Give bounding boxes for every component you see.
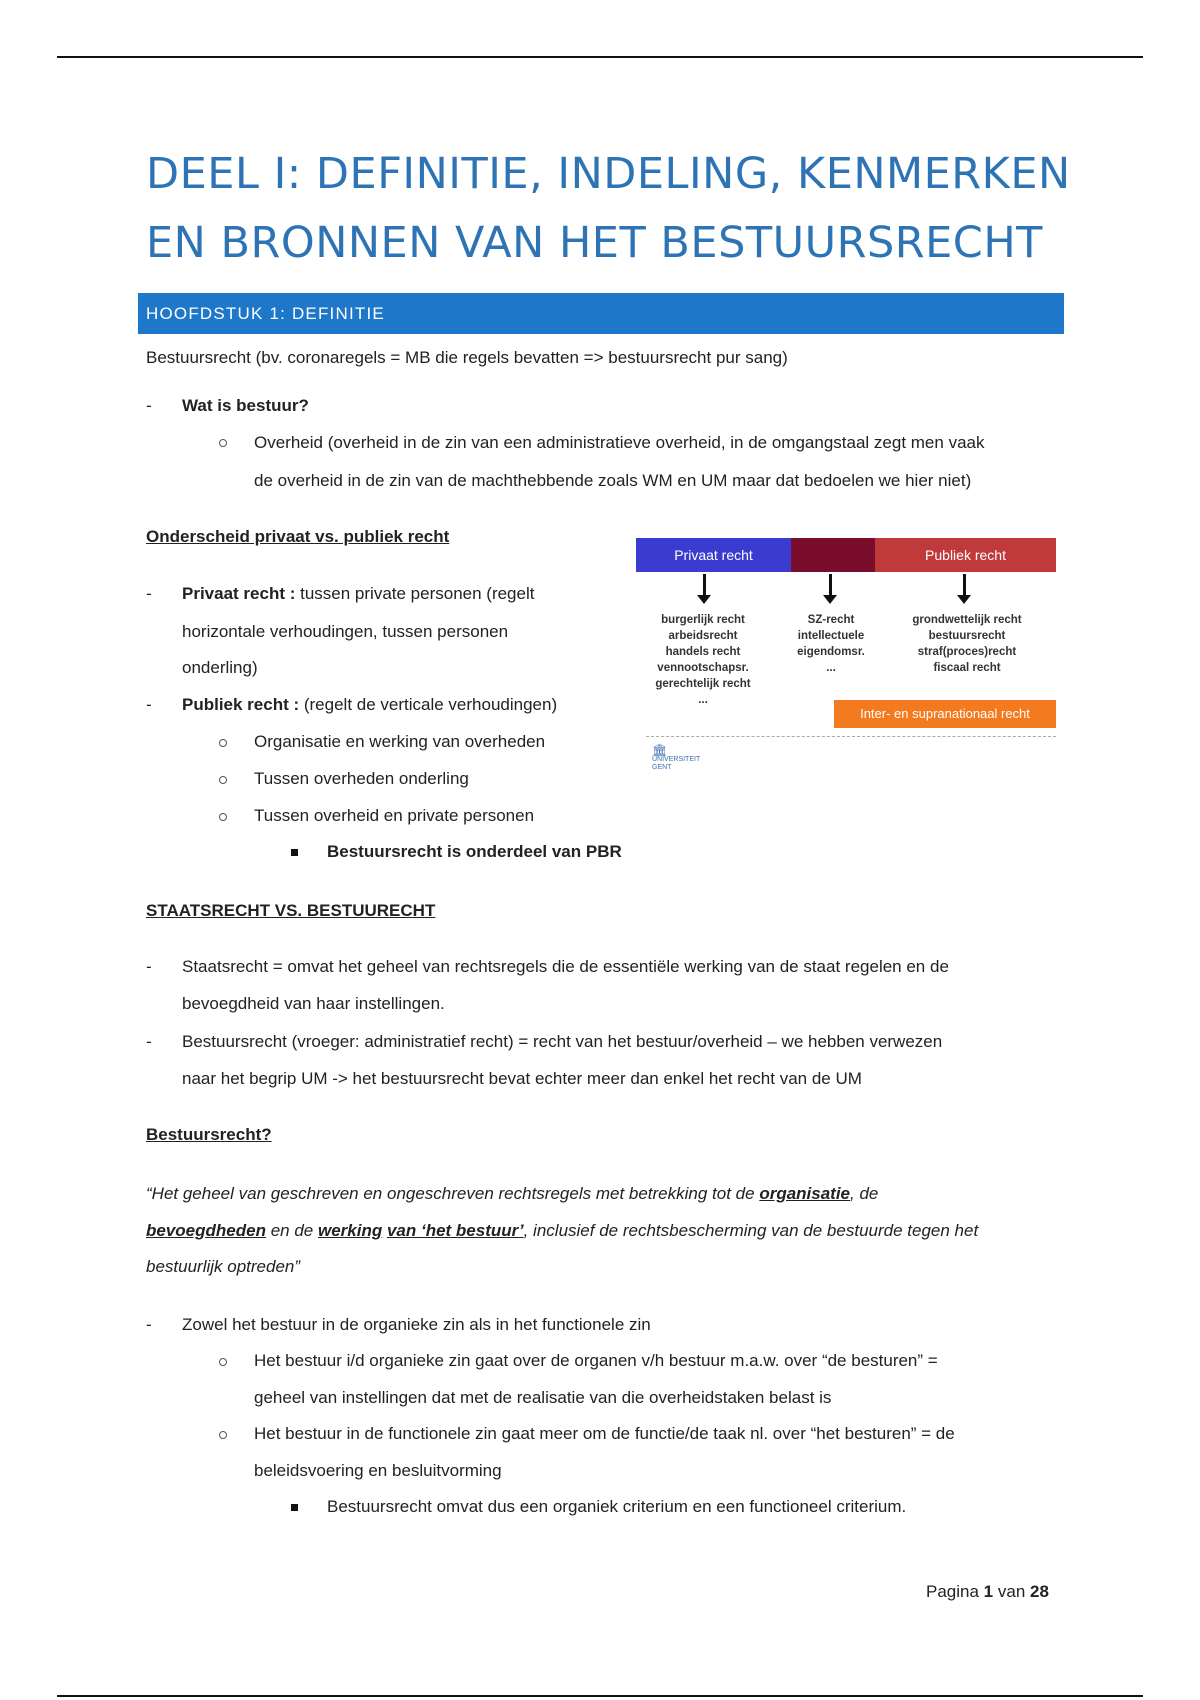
circle-bullet: [219, 439, 227, 447]
list-dash: -: [146, 584, 152, 603]
top-rule: [57, 56, 1143, 58]
section-heading-staatsrecht: STAATSRECHT VS. BESTUURECHT: [146, 901, 436, 920]
arrow-shaft: [829, 574, 832, 596]
bottom-rule: [57, 1695, 1143, 1697]
list-dash: -: [146, 695, 152, 714]
building-icon: 🏛: [652, 743, 668, 757]
circle-bullet: [219, 1358, 227, 1366]
circle-bullet: [219, 776, 227, 784]
arrow-down-icon: [823, 595, 837, 604]
publiek-sub-item: Tussen overheid en private personen: [254, 806, 535, 825]
arrow-down-icon: [697, 595, 711, 604]
list-dash: -: [146, 396, 152, 415]
page-number: Pagina 1 van 28: [926, 1582, 1049, 1601]
chapter-heading: HOOFDSTUK 1: DEFINITIE: [138, 293, 1064, 334]
arrow-down-icon: [957, 595, 971, 604]
functionele-zin-line: beleidsvoering en besluitvorming: [254, 1461, 502, 1480]
privaat-recht-line: onderling): [182, 658, 258, 677]
bestuursrecht-item: Bestuursrecht (vroeger: administratief recht) = recht van het bestuur/overheid – we hebben verwezen: [182, 1032, 943, 1051]
criterium-item: Bestuursrecht omvat dus een organiek criterium en een functioneel criterium.: [327, 1497, 907, 1516]
organieke-zin-item: Het bestuur i/d organieke zin gaat over de organen v/h bestuur m.a.w. over “de besturen” =: [254, 1351, 938, 1370]
university-logo: 🏛 UNIVERSITEIT GENT: [652, 743, 701, 771]
arrow-shaft: [703, 574, 706, 596]
circle-bullet: [219, 1431, 227, 1439]
mixed-recht-bar: [791, 538, 875, 572]
section-heading-bestuursrecht: Bestuursrecht?: [146, 1125, 272, 1144]
bestuur-zin-item: Zowel het bestuur in de organieke zin als in het functionele zin: [182, 1315, 651, 1334]
recht-diagram: [636, 538, 1056, 778]
circle-bullet: [219, 813, 227, 821]
intro-text: Bestuursrecht (bv. coronaregels = MB die regels bevatten => bestuursrecht pur sang): [146, 348, 788, 367]
publiek-recht-item: Publiek recht : (regelt de verticale verhoudingen): [182, 695, 558, 714]
diagram-divider: [646, 736, 1056, 737]
answer-line: de overheid in de zin van de machthebbende zoals WM en UM maar dat bedoelen we hier niet): [254, 471, 972, 490]
definition-quote-line: “Het geheel van geschreven en ongeschreven rechtsregels met betrekking tot de organisatie, de: [146, 1184, 879, 1203]
privaat-recht-bar: Privaat recht: [636, 538, 791, 572]
privaat-recht-list: burgerlijk recht arbeidsrecht handels recht vennootschapsr. gerechtelijk recht ...: [655, 614, 751, 706]
mixed-recht-list: SZ-recht intellectuele eigendomsr. ...: [797, 614, 865, 674]
bestuursrecht-item-line: naar het begrip UM -> het bestuursrecht bevat echter meer dan enkel het recht van de UM: [182, 1069, 862, 1088]
publiek-recht-list: grondwettelijk recht bestuursrecht straf(proces)recht fiscaal recht: [912, 614, 1022, 674]
definition-quote-line: bestuurlijk optreden”: [146, 1257, 301, 1276]
square-bullet: [291, 849, 298, 856]
question-wat-is-bestuur: Wat is bestuur?: [182, 396, 309, 415]
staatsrecht-item-line: bevoegdheid van haar instellingen.: [182, 994, 445, 1013]
circle-bullet: [219, 739, 227, 747]
list-dash: -: [146, 1032, 152, 1051]
publiek-subsub-item: Bestuursrecht is onderdeel van PBR: [327, 842, 622, 861]
publiek-sub-item: Organisatie en werking van overheden: [254, 732, 546, 751]
answer-line: Overheid (overheid in de zin van een administratieve overheid, in de omgangstaal zegt men vaak: [254, 433, 985, 452]
publiek-recht-bar: Publiek recht: [875, 538, 1056, 572]
organieke-zin-line: geheel van instellingen dat met de realisatie van die overheidstaken belast is: [254, 1388, 832, 1407]
page-title: DEEL I: DEFINITIE, INDELING, KENMERKEN EN BRONNEN VAN HET BESTUURSRECHT: [146, 149, 1071, 268]
inter-supranationaal-bar: Inter- en supranationaal recht: [834, 700, 1056, 728]
list-dash: -: [146, 957, 152, 976]
privaat-recht-item: Privaat recht : tussen private personen (regelt: [182, 584, 535, 603]
staatsrecht-item: Staatsrecht = omvat het geheel van rechtsregels die de essentiële werking van de staat regelen en de: [182, 957, 949, 976]
square-bullet: [291, 1504, 298, 1511]
list-dash: -: [146, 1315, 152, 1334]
privaat-recht-line: horizontale verhoudingen, tussen personen: [182, 622, 509, 641]
arrow-shaft: [963, 574, 966, 596]
section-heading-onderscheid: Onderscheid privaat vs. publiek recht: [146, 527, 450, 546]
functionele-zin-item: Het bestuur in de functionele zin gaat meer om de functie/de taak nl. over “het besturen” = de: [254, 1424, 955, 1443]
publiek-sub-item: Tussen overheden onderling: [254, 769, 469, 788]
definition-quote-line: bevoegdheden en de werking van ‘het bestuur’, inclusief de rechtsbescherming van de bestuurde tegen het: [146, 1221, 979, 1240]
